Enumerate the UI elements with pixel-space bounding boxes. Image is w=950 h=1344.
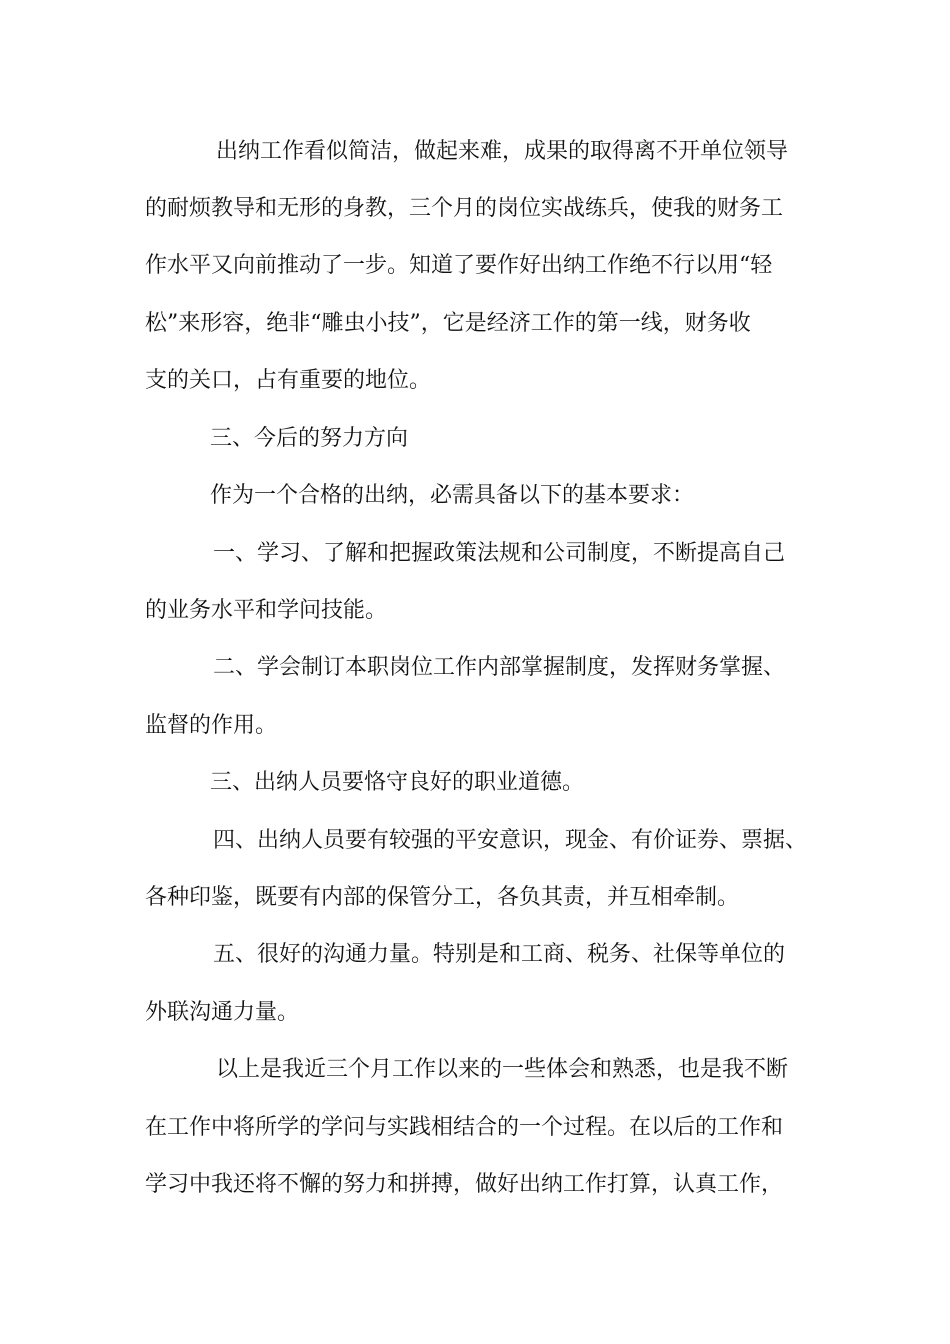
list-item-4: 四、出纳人员要有较强的平安意识，现金、有价证券、票据、 bbox=[213, 828, 808, 853]
list-item-1: 一、学习、了解和把握政策法规和公司制度，不断提高自己 bbox=[213, 541, 786, 566]
text-line-3: 作水平又向前推动了一步。知道了要作好出纳工作绝不行以用“轻 bbox=[145, 253, 773, 278]
text-line-1: 出纳工作看似简洁，做起来难，成果的取得离不开单位领导 bbox=[216, 139, 789, 164]
list-item-2: 二、学会制订本职岗位工作内部掌握制度，发挥财务掌握、 bbox=[213, 655, 786, 680]
text-line-18: 在工作中将所学的学问与实践相结合的一个过程。在以后的工作和 bbox=[145, 1115, 784, 1140]
text-line-17: 以上是我近三个月工作以来的一些体会和熟悉，也是我不断 bbox=[216, 1057, 789, 1082]
text-line-19: 学习中我还将不懈的努力和拼搏，做好出纳工作打算，认真工作， bbox=[145, 1172, 784, 1197]
text-line-2: 的耐烦教导和无形的身教，三个月的岗位实战练兵，使我的财务工 bbox=[145, 196, 784, 221]
list-item-4-cont: 各种印鉴，既要有内部的保管分工，各负其责，并互相牵制。 bbox=[145, 885, 740, 910]
list-item-1-cont: 的业务水平和学问技能。 bbox=[145, 598, 388, 623]
text-line-4: 松”来形容，绝非“雕虫小技”，它是经济工作的第一线，财务收 bbox=[145, 311, 751, 336]
section-heading: 三、今后的努力方向 bbox=[210, 426, 409, 451]
list-item-3: 三、出纳人员要恪守良好的职业道德。 bbox=[210, 770, 585, 795]
list-item-2-cont: 监督的作用。 bbox=[145, 713, 278, 738]
list-item-5: 五、很好的沟通力量。特别是和工商、税务、社保等单位的 bbox=[213, 942, 786, 967]
list-item-5-cont: 外联沟通力量。 bbox=[145, 1000, 300, 1025]
text-line-5: 支的关口，占有重要的地位。 bbox=[145, 368, 432, 393]
text-line-7: 作为一个合格的出纳，必需具备以下的基本要求： bbox=[210, 483, 695, 508]
